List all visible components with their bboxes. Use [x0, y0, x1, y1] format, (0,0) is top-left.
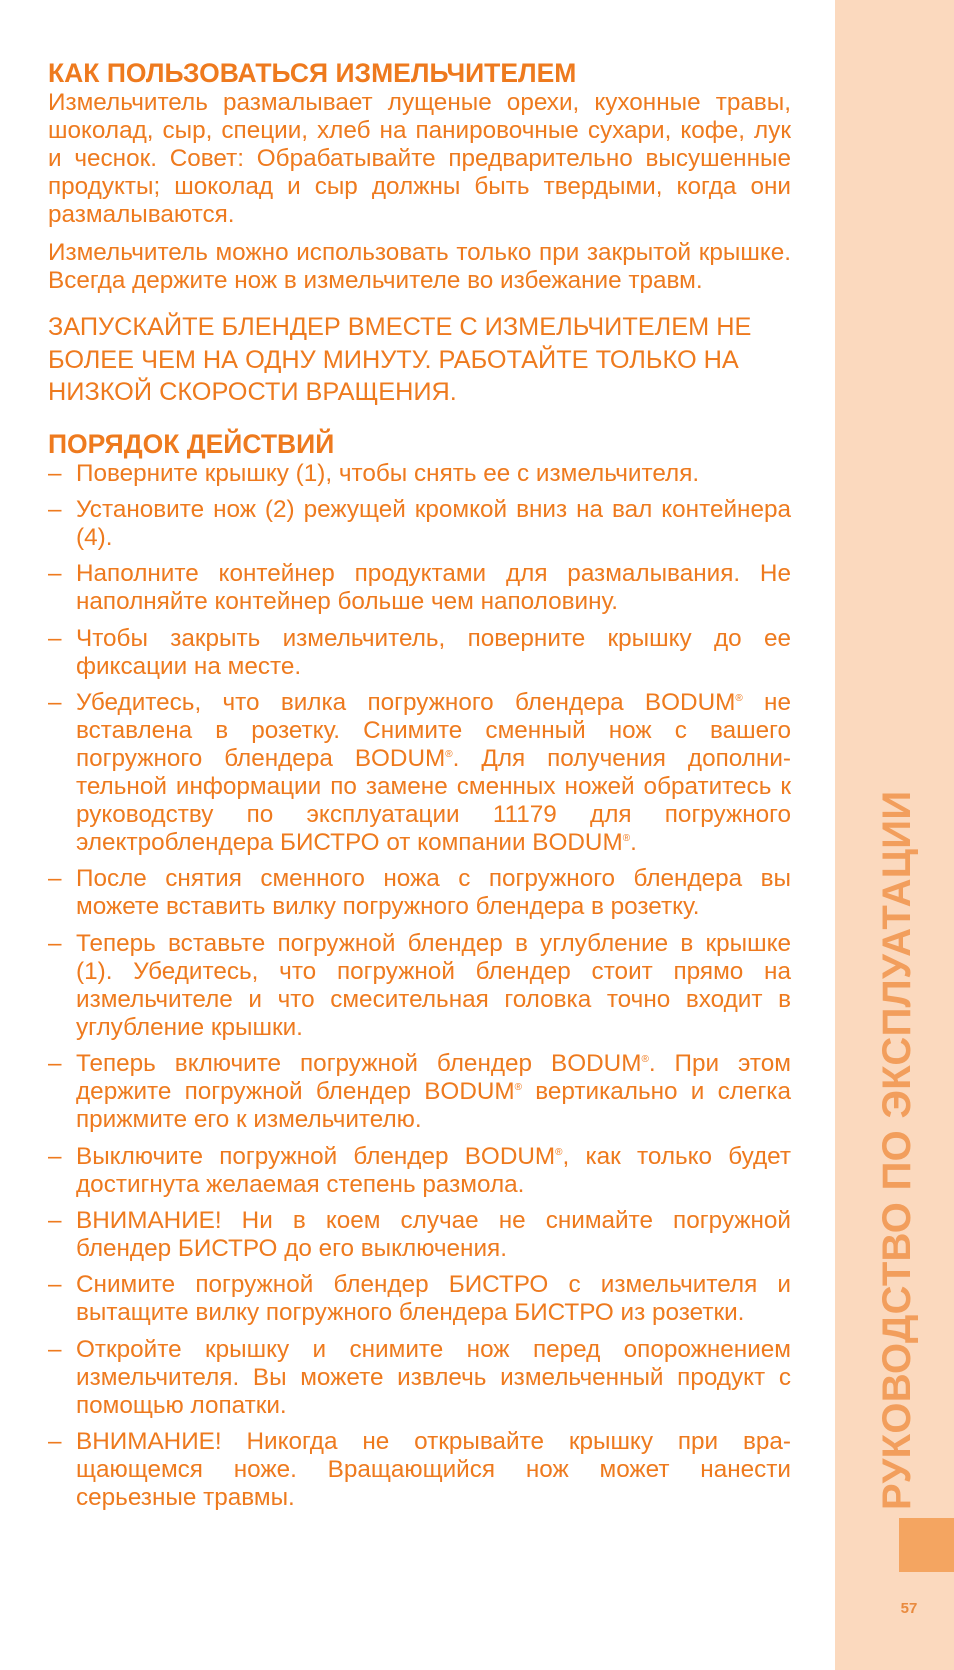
- step-text: Откройте крышку и снимите нож перед опорожнением измельчителя. Вы можете извлечь измельченный продукт с помощью лопатки.: [76, 1335, 791, 1419]
- list-item: [48, 1271, 791, 1327]
- list-item: [48, 1428, 791, 1512]
- step-text: После снятия сменного ножа с погружного блендера вы можете вставить вилку погружного блендера в розетку.: [76, 865, 791, 921]
- intro-paragraph: Измельчитель размалывает лущеные орехи, кухонные травы, шоколад, сыр, специи, хлеб на панировочные сухари, кофе, лук и чеснок. Совет: Обрабатывайте предварительно высушенные продукты; шоколад и сыр должны быть твердыми, когда они размалываются.: [48, 89, 791, 228]
- registered-mark: ®: [555, 1146, 563, 1158]
- dash-bullet: –: [48, 689, 62, 717]
- dash-bullet: –: [48, 1428, 62, 1456]
- main-content: [48, 58, 791, 1521]
- list-item: [48, 460, 791, 488]
- step-text: Теперь вставьте погружной блендер в углубление в крышке (1). Убедитесь, что погружной блендер стоит прямо на измельчителе и что смесительная головка точно входит в углубление крышки.: [76, 929, 791, 1041]
- dash-bullet: –: [48, 459, 62, 487]
- dash-bullet: –: [48, 1271, 62, 1299]
- sidebar-tab-marker: [899, 1518, 954, 1572]
- dash-bullet: –: [48, 495, 62, 523]
- dash-bullet: –: [48, 1335, 62, 1363]
- dash-bullet: –: [48, 1142, 62, 1170]
- step-text: . Для получения дополнительной информации по замене сменных ножей обратитесь к руководству по эксплуатации 11179 для погружного электроблендера БИСТРО от компании BODUM: [76, 745, 791, 857]
- list-item: [48, 1050, 791, 1134]
- section-heading-usage: КАК ПОЛЬЗОВАТЬСЯ ИЗМЕЛЬЧИТЕЛЕМ: [48, 58, 577, 88]
- step-text: . При этом держите погружной блендер BODUM: [76, 1050, 791, 1106]
- dash-bullet: –: [48, 1207, 62, 1235]
- dash-bullet: –: [48, 929, 62, 957]
- dash-bullet: –: [48, 560, 62, 588]
- list-item: [48, 865, 791, 921]
- list-item: [48, 1207, 791, 1263]
- list-item: [48, 1336, 791, 1420]
- sidebar-title: РУКОВОДСТВО ПО ЭКСПЛУАТАЦИИ: [875, 790, 919, 1510]
- registered-mark: ®: [641, 1054, 649, 1066]
- list-item: [48, 496, 791, 552]
- dash-bullet: –: [48, 865, 62, 893]
- list-item: [48, 1143, 791, 1199]
- list-item: [48, 560, 791, 616]
- step-text: Наполните контейнер продуктами для размалывания. Не наполняйте контейнер больше чем наполовину.: [76, 560, 791, 616]
- dash-bullet: –: [48, 624, 62, 652]
- step-text: Теперь включите погружной блендер BODUM: [76, 1050, 642, 1078]
- step-text: ВНИМАНИЕ! Никогда не открывайте крышку при вращающемся ноже. Вращающийся нож может нанести серьезные травмы.: [76, 1428, 791, 1512]
- dash-bullet: –: [48, 1050, 62, 1078]
- step-text: Поверните крышку (1), чтобы снять ее с измельчителя.: [76, 459, 700, 487]
- list-item: [48, 930, 791, 1042]
- step-text: не вставлена в розетку. Снимите сменный нож с вашего погружного блендера BODUM: [76, 689, 791, 773]
- page-number: 57: [900, 1600, 918, 1617]
- step-text: Чтобы закрыть измельчитель, поверните крышку до ее фиксации на месте.: [76, 624, 791, 680]
- list-item: [48, 689, 791, 857]
- step-text: Убедитесь, что вилка погружного блендера BODUM: [76, 689, 736, 717]
- section-heading-procedure: ПОРЯДОК ДЕЙСТВИЙ: [48, 428, 335, 459]
- registered-mark: ®: [622, 833, 631, 845]
- step-text: , как только будет достигнута желаемая степень размола.: [76, 1142, 791, 1198]
- step-text: Выключите погружной блендер BODUM: [76, 1142, 556, 1170]
- step-text: .: [630, 829, 637, 857]
- step-text: Установите нож (2) режущей кромкой вниз на вал контейнера (4).: [76, 495, 791, 551]
- safety-paragraph: Измельчитель можно использовать только при закрытой крышке. Всегда держите нож в измельчителе во избежание травм.: [48, 239, 791, 294]
- registered-mark: ®: [514, 1082, 523, 1094]
- registered-mark: ®: [445, 749, 453, 761]
- list-item: [48, 625, 791, 681]
- step-text: вертикально и слегка прижмите его к измельчителю.: [76, 1078, 791, 1134]
- caps-warning: ЗАПУСКАЙТЕ БЛЕНДЕР ВМЕСТЕ С ИЗМЕЛЬЧИТЕЛЕМ НЕ БОЛЕЕ ЧЕМ НА ОДНУ МИНУТУ. РАБОТАЙТЕ ТОЛЬКО НА НИЗКОЙ СКОРОСТИ ВРАЩЕНИЯ.: [48, 313, 752, 406]
- step-text: Снимите погружной блендер БИСТРО с измельчителя и вытащите вилку погружного блендера БИСТРО из розетки.: [76, 1271, 791, 1327]
- step-text: ВНИМАНИЕ! Ни в коем случае не снимайте погружной блендер БИСТРО до его выключения.: [76, 1207, 791, 1263]
- registered-mark: ®: [735, 693, 743, 705]
- procedure-list: [48, 460, 791, 1513]
